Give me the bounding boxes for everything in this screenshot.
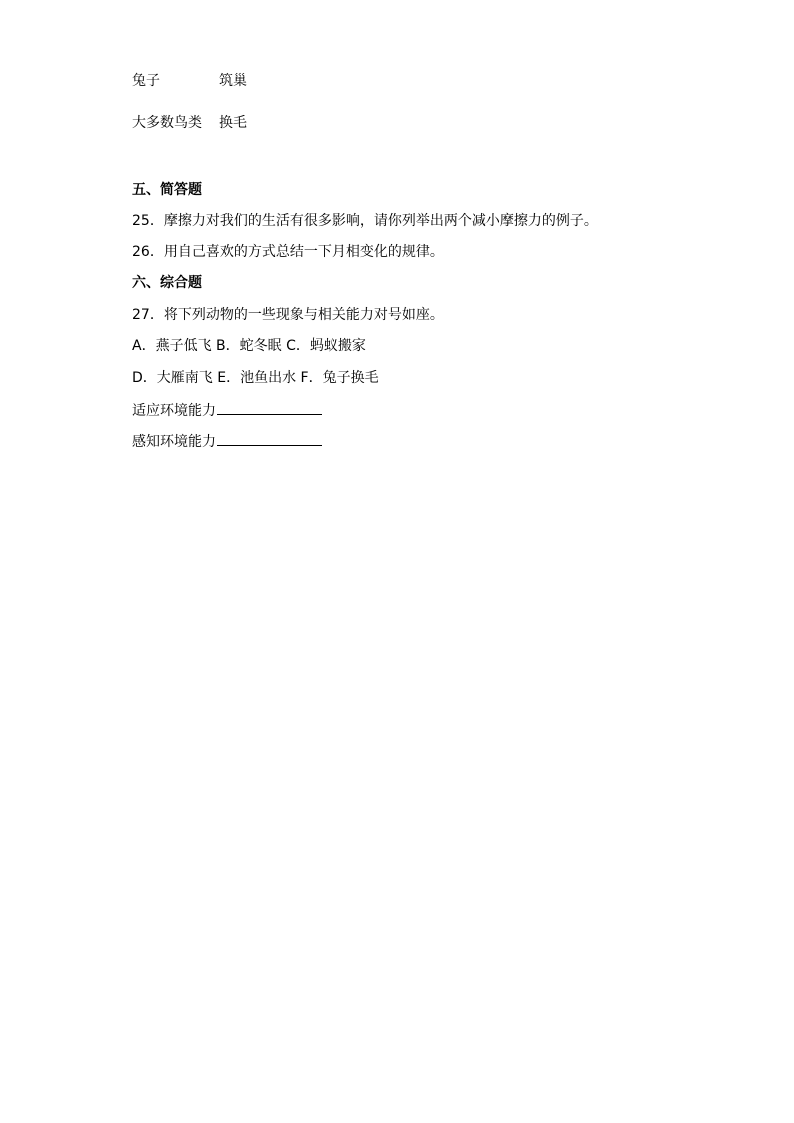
sense-environment-answer-blank[interactable] <box>217 431 322 446</box>
match-behavior-1: 筑巢 <box>219 73 247 89</box>
section-heading-comprehensive: 六、综合题 <box>132 275 202 291</box>
question-25: 25．摩擦力对我们的生活有很多影响，请你列举出两个减小摩擦力的例子。 <box>132 213 598 229</box>
adapt-environment-answer-blank[interactable] <box>217 400 322 415</box>
sense-environment-row <box>132 431 322 451</box>
question-26: 26．用自己喜欢的方式总结一下月相变化的规律。 <box>132 244 444 260</box>
question-27-options-d-f: D．大雁南飞 E．池鱼出水 F．兔子换毛 <box>132 370 379 386</box>
match-animal-2: 大多数鸟类 <box>132 115 202 131</box>
section-heading-short-answer: 五、简答题 <box>132 182 202 198</box>
sense-environment-label: 感知环境能力 <box>132 434 216 450</box>
adapt-environment-label: 适应环境能力 <box>132 403 216 419</box>
match-behavior-2: 换毛 <box>219 115 247 131</box>
question-27-options-a-c: A．燕子低飞 B．蛇冬眠 C．蚂蚁搬家 <box>132 338 366 354</box>
adapt-environment-row <box>132 400 322 420</box>
question-27: 27．将下列动物的一些现象与相关能力对号如座。 <box>132 307 444 323</box>
match-animal-1: 兔子 <box>132 73 160 89</box>
